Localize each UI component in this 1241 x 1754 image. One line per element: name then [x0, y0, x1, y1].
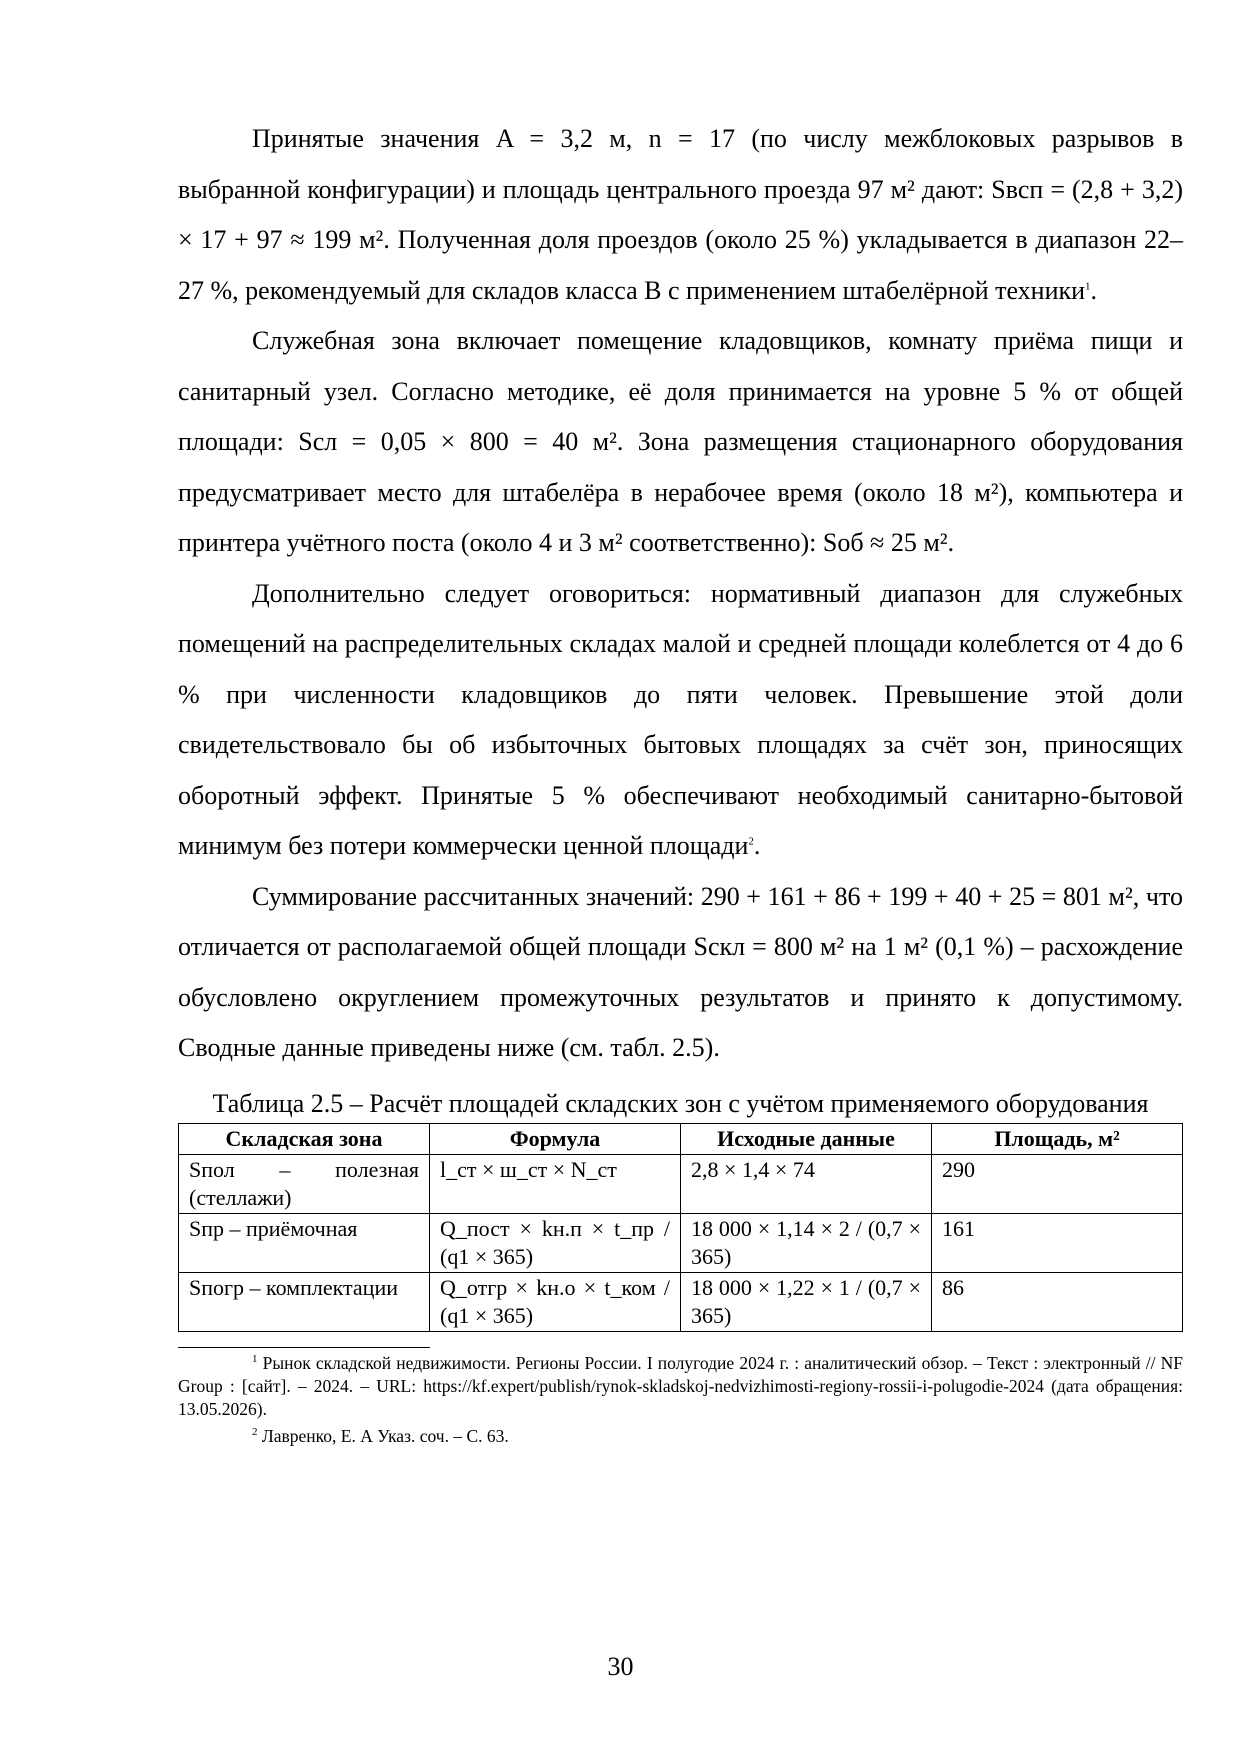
page-number: 30 — [607, 1652, 634, 1681]
cell-source-data: 18 000 × 1,22 × 1 / (0,7 × 365) — [681, 1272, 932, 1331]
header-source-data: Исходные данные — [681, 1123, 932, 1154]
table-row — [179, 1154, 1183, 1213]
footnote-divider — [178, 1347, 430, 1348]
paragraph-2-text: Служебная зона включает помещение кладовщиков, комнату приёма пищи и санитарный узел. Согласно методике, её доля принимается на уровне 5 % от общей площади: Sсл = 0,05 × 800 = 40 м². Зона размещения стационарного оборудования предусматривает место для штабелёра в нерабочее время (около 18 м²), компьютера и принтера учётного поста (около 4 и 3 м² соответственно): Sоб ≈ 25 м². — [178, 326, 1183, 557]
page-body — [178, 114, 1183, 1448]
cell-formula: Q_пост × kн.п × t_пр / (q1 × 365) — [430, 1213, 681, 1272]
paragraph-4 — [178, 872, 1183, 1074]
footnote-1 — [178, 1352, 1183, 1421]
footnote-ref-2[interactable]: 2 — [748, 835, 754, 848]
footnote-1-text: Рынок складской недвижимости. Регионы России. I полугодие 2024 г. : аналитический обзор. – Текст : электронный // NF Group : [сайт]. – 2024. – URL: https://kf.expert/publish/rynok-skladskoj-nedvizhimosti-regiony-rossii-i-polugodie-2024 (дата обращения: 13.05.2026). — [178, 1352, 1183, 1419]
header-area: Площадь, м² — [932, 1123, 1183, 1154]
cell-zone: Sпр – приёмочная — [179, 1213, 430, 1272]
footnote-1-mark: 1 — [252, 1352, 258, 1365]
paragraph-3-tail: . — [753, 831, 761, 860]
cell-source-data: 18 000 × 1,14 × 2 / (0,7 × 365) — [681, 1213, 932, 1272]
footnote-2-mark: 2 — [252, 1425, 258, 1438]
cell-source-data: 2,8 × 1,4 × 74 — [681, 1154, 932, 1213]
cell-formula: Q_отгр × kн.о × t_ком / (q1 × 365) — [430, 1272, 681, 1331]
paragraph-3-text: Дополнительно следует оговориться: нормативный диапазон для служебных помещений на распределительных складах малой и средней площади колеблется от 4 до 6 % при численности кладовщиков до пяти человек. Превышение этой доли свидетельствовало бы об избыточных бытовых площадях за счёт зон, приносящих оборотный эффект. Принятые 5 % обеспечивают необходимый санитарно-бытовой минимум без потери коммерчески ценной площади — [178, 578, 1183, 860]
paragraph-4-text: Суммирование рассчитанных значений: 290 + 161 + 86 + 199 + 40 + 25 = 801 м², что отличается от располагаемой общей площади Sскл = 800 м² на 1 м² (0,1 %) – расхождение обусловлено округлением промежуточных результатов и принято к допустимому. Сводные данные приведены ниже (см. табл. 2.5). — [178, 881, 1183, 1062]
cell-zone: Sпол – полезная (стеллажи) — [179, 1154, 430, 1213]
paragraph-1-text: Принятые значения A = 3,2 м, n = 17 (по числу межблоковых разрывов в выбранной конфигурации) и площадь центрального проезда 97 м² дают: Sвсп = (2,8 + 3,2) × 17 + 97 ≈ 199 м². Полученная доля проездов (около 25 %) укладывается в диапазон 22–27 %, рекомендуемый для складов класса B с применением штабелёрной техники — [178, 124, 1183, 305]
zones-table — [178, 1123, 1183, 1332]
footnote-ref-1[interactable]: 1 — [1085, 279, 1091, 292]
footnote-2 — [178, 1425, 1183, 1448]
table-row — [179, 1272, 1183, 1331]
footnote-2-text: Лавренко, Е. А Указ. соч. – С. 63. — [257, 1425, 509, 1446]
table-header-row — [179, 1123, 1183, 1154]
cell-area: 290 — [932, 1154, 1183, 1213]
table-caption: Таблица 2.5 – Расчёт площадей складских зон с учётом применяемого оборудования — [212, 1088, 1149, 1118]
paragraph-3 — [178, 569, 1183, 872]
paragraph-1 — [178, 114, 1183, 316]
cell-zone: Sпогр – комплектации — [179, 1272, 430, 1331]
paragraph-2 — [178, 316, 1183, 569]
header-formula: Формула — [430, 1123, 681, 1154]
table-row — [179, 1213, 1183, 1272]
cell-area: 161 — [932, 1213, 1183, 1272]
paragraph-1-tail: . — [1090, 275, 1098, 305]
cell-area: 86 — [932, 1272, 1183, 1331]
header-zone: Складская зона — [179, 1123, 430, 1154]
cell-formula: l_ст × ш_ст × N_ст — [430, 1154, 681, 1213]
